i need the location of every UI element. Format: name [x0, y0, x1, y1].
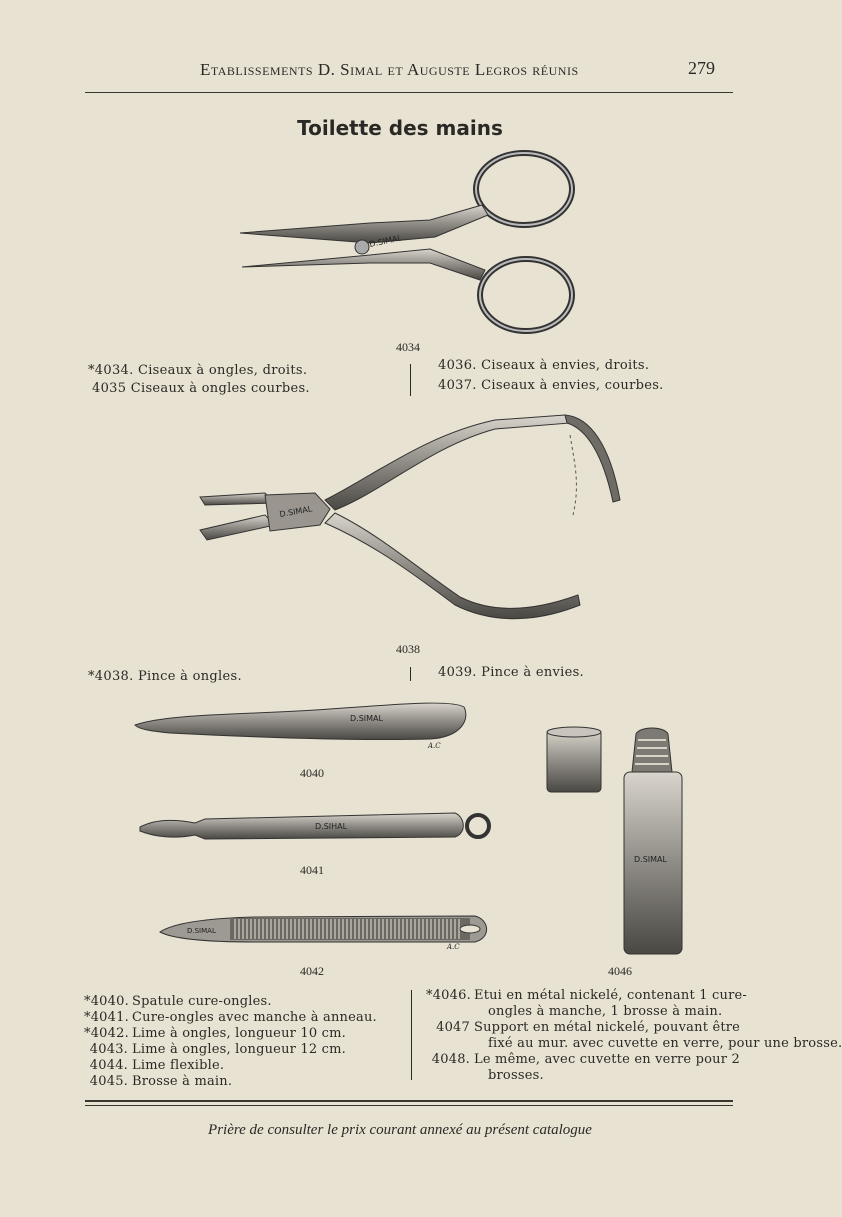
file-brand-stamp: D.SIMAL [187, 927, 216, 935]
figure-number-4042: 4042 [300, 964, 324, 978]
item-number: *4040. [84, 994, 129, 1009]
item-text: Pince à envies. [481, 665, 584, 680]
running-head: Etablissements D. Simal et Auguste Legros réunis [200, 60, 579, 79]
item-number: 4044. [89, 1058, 128, 1073]
case-brand-stamp: D.SIMAL [634, 855, 667, 864]
item-text: Cure-ongles avec manche à anneau. [132, 1010, 377, 1025]
cleaner-brand-stamp: D.SIHAL [315, 822, 348, 831]
column-divider [410, 364, 411, 396]
caption-4035 [92, 381, 310, 397]
footer-note: Prière de consulter le prix courant annexé au présent catalogue [208, 1122, 592, 1138]
caption-4036 [438, 358, 649, 374]
pliers-brand-stamp: D.SIMAL [278, 504, 313, 519]
column-divider [411, 990, 412, 1080]
item-text: Pince à ongles. [137, 669, 242, 684]
item-list-left [84, 994, 377, 1090]
header-rule [85, 92, 733, 93]
item-number: *4041. [84, 1010, 129, 1025]
nail-pliers-illustration [195, 405, 635, 635]
item-text: Ciseaux à envies, droits. [481, 358, 650, 373]
item-text: Lime à ongles, longueur 10 cm. [132, 1026, 347, 1041]
figure-number-4038: 4038 [396, 642, 420, 656]
figure-number-4040: 4040 [300, 766, 324, 780]
nail-file-illustration [155, 912, 495, 952]
item-number: 4039. [438, 665, 477, 680]
item-number: 4047 [436, 1020, 470, 1035]
item-number: 4037. [438, 378, 477, 393]
item-number: 4048. [431, 1052, 470, 1067]
item-text: Ciseaux à envies, courbes. [481, 378, 664, 393]
footer-rule [85, 1100, 733, 1102]
item-list-right [426, 988, 842, 1084]
item-number: *4038. [88, 669, 134, 684]
footer-rule-thin [85, 1105, 733, 1106]
item-text: Support en métal nickelé, pouvant être [474, 1020, 741, 1035]
item-text: Ciseaux à ongles courbes. [130, 381, 310, 396]
list-item [84, 1010, 377, 1026]
item-text: Ciseaux à ongles, droits. [137, 363, 308, 378]
engraver-mark: A.C [428, 742, 441, 750]
nail-cleaner-illustration [135, 805, 495, 855]
caption-4034 [88, 363, 307, 379]
list-item [84, 1026, 377, 1042]
scissors-illustration [230, 145, 590, 340]
caption-4038 [88, 669, 242, 685]
item-number: *4046. [426, 988, 471, 1003]
item-text: Lime à ongles, longueur 12 cm. [132, 1042, 347, 1057]
engraver-mark: A.C [447, 943, 460, 951]
caption-4037 [438, 378, 664, 394]
nickel-case-illustration [540, 722, 700, 962]
list-item [84, 1042, 377, 1058]
spatula-brand-stamp: D.SIMAL [350, 714, 383, 723]
page-title: Toilette des mains [297, 116, 503, 140]
item-number: 4035 [92, 381, 127, 396]
item-text: Lime flexible. [132, 1058, 225, 1073]
item-number: 4045. [89, 1074, 128, 1089]
item-text: Etui en métal nickelé, contenant 1 cure- [474, 988, 747, 1003]
item-number: 4043. [89, 1042, 128, 1057]
item-text-continued: brosses. [488, 1068, 544, 1083]
list-item [426, 1020, 842, 1052]
list-item [84, 1058, 377, 1074]
item-text: Brosse à main. [132, 1074, 233, 1089]
list-item [426, 1052, 740, 1084]
list-item [84, 994, 377, 1010]
figure-number-4046: 4046 [608, 964, 632, 978]
scissors-brand-stamp: D.SIMAL [368, 233, 403, 249]
page-number: 279 [688, 58, 715, 78]
spatula-illustration [130, 695, 475, 755]
item-text: Spatule cure-ongles. [132, 994, 272, 1009]
item-text-continued: ongles à manche, 1 brosse à main. [488, 1004, 723, 1019]
item-text: Le même, avec cuvette en verre pour 2 [474, 1052, 740, 1067]
item-number: 4036. [438, 358, 477, 373]
figure-number-4034: 4034 [396, 340, 420, 354]
list-item [426, 988, 747, 1020]
list-item [84, 1074, 377, 1090]
item-text-continued: fixé au mur. avec cuvette en verre, pour une brosse. [488, 1036, 842, 1051]
column-divider [410, 667, 411, 681]
item-number: *4034. [88, 363, 134, 378]
item-number: *4042. [84, 1026, 129, 1041]
caption-4039 [438, 665, 584, 681]
figure-number-4041: 4041 [300, 863, 324, 877]
